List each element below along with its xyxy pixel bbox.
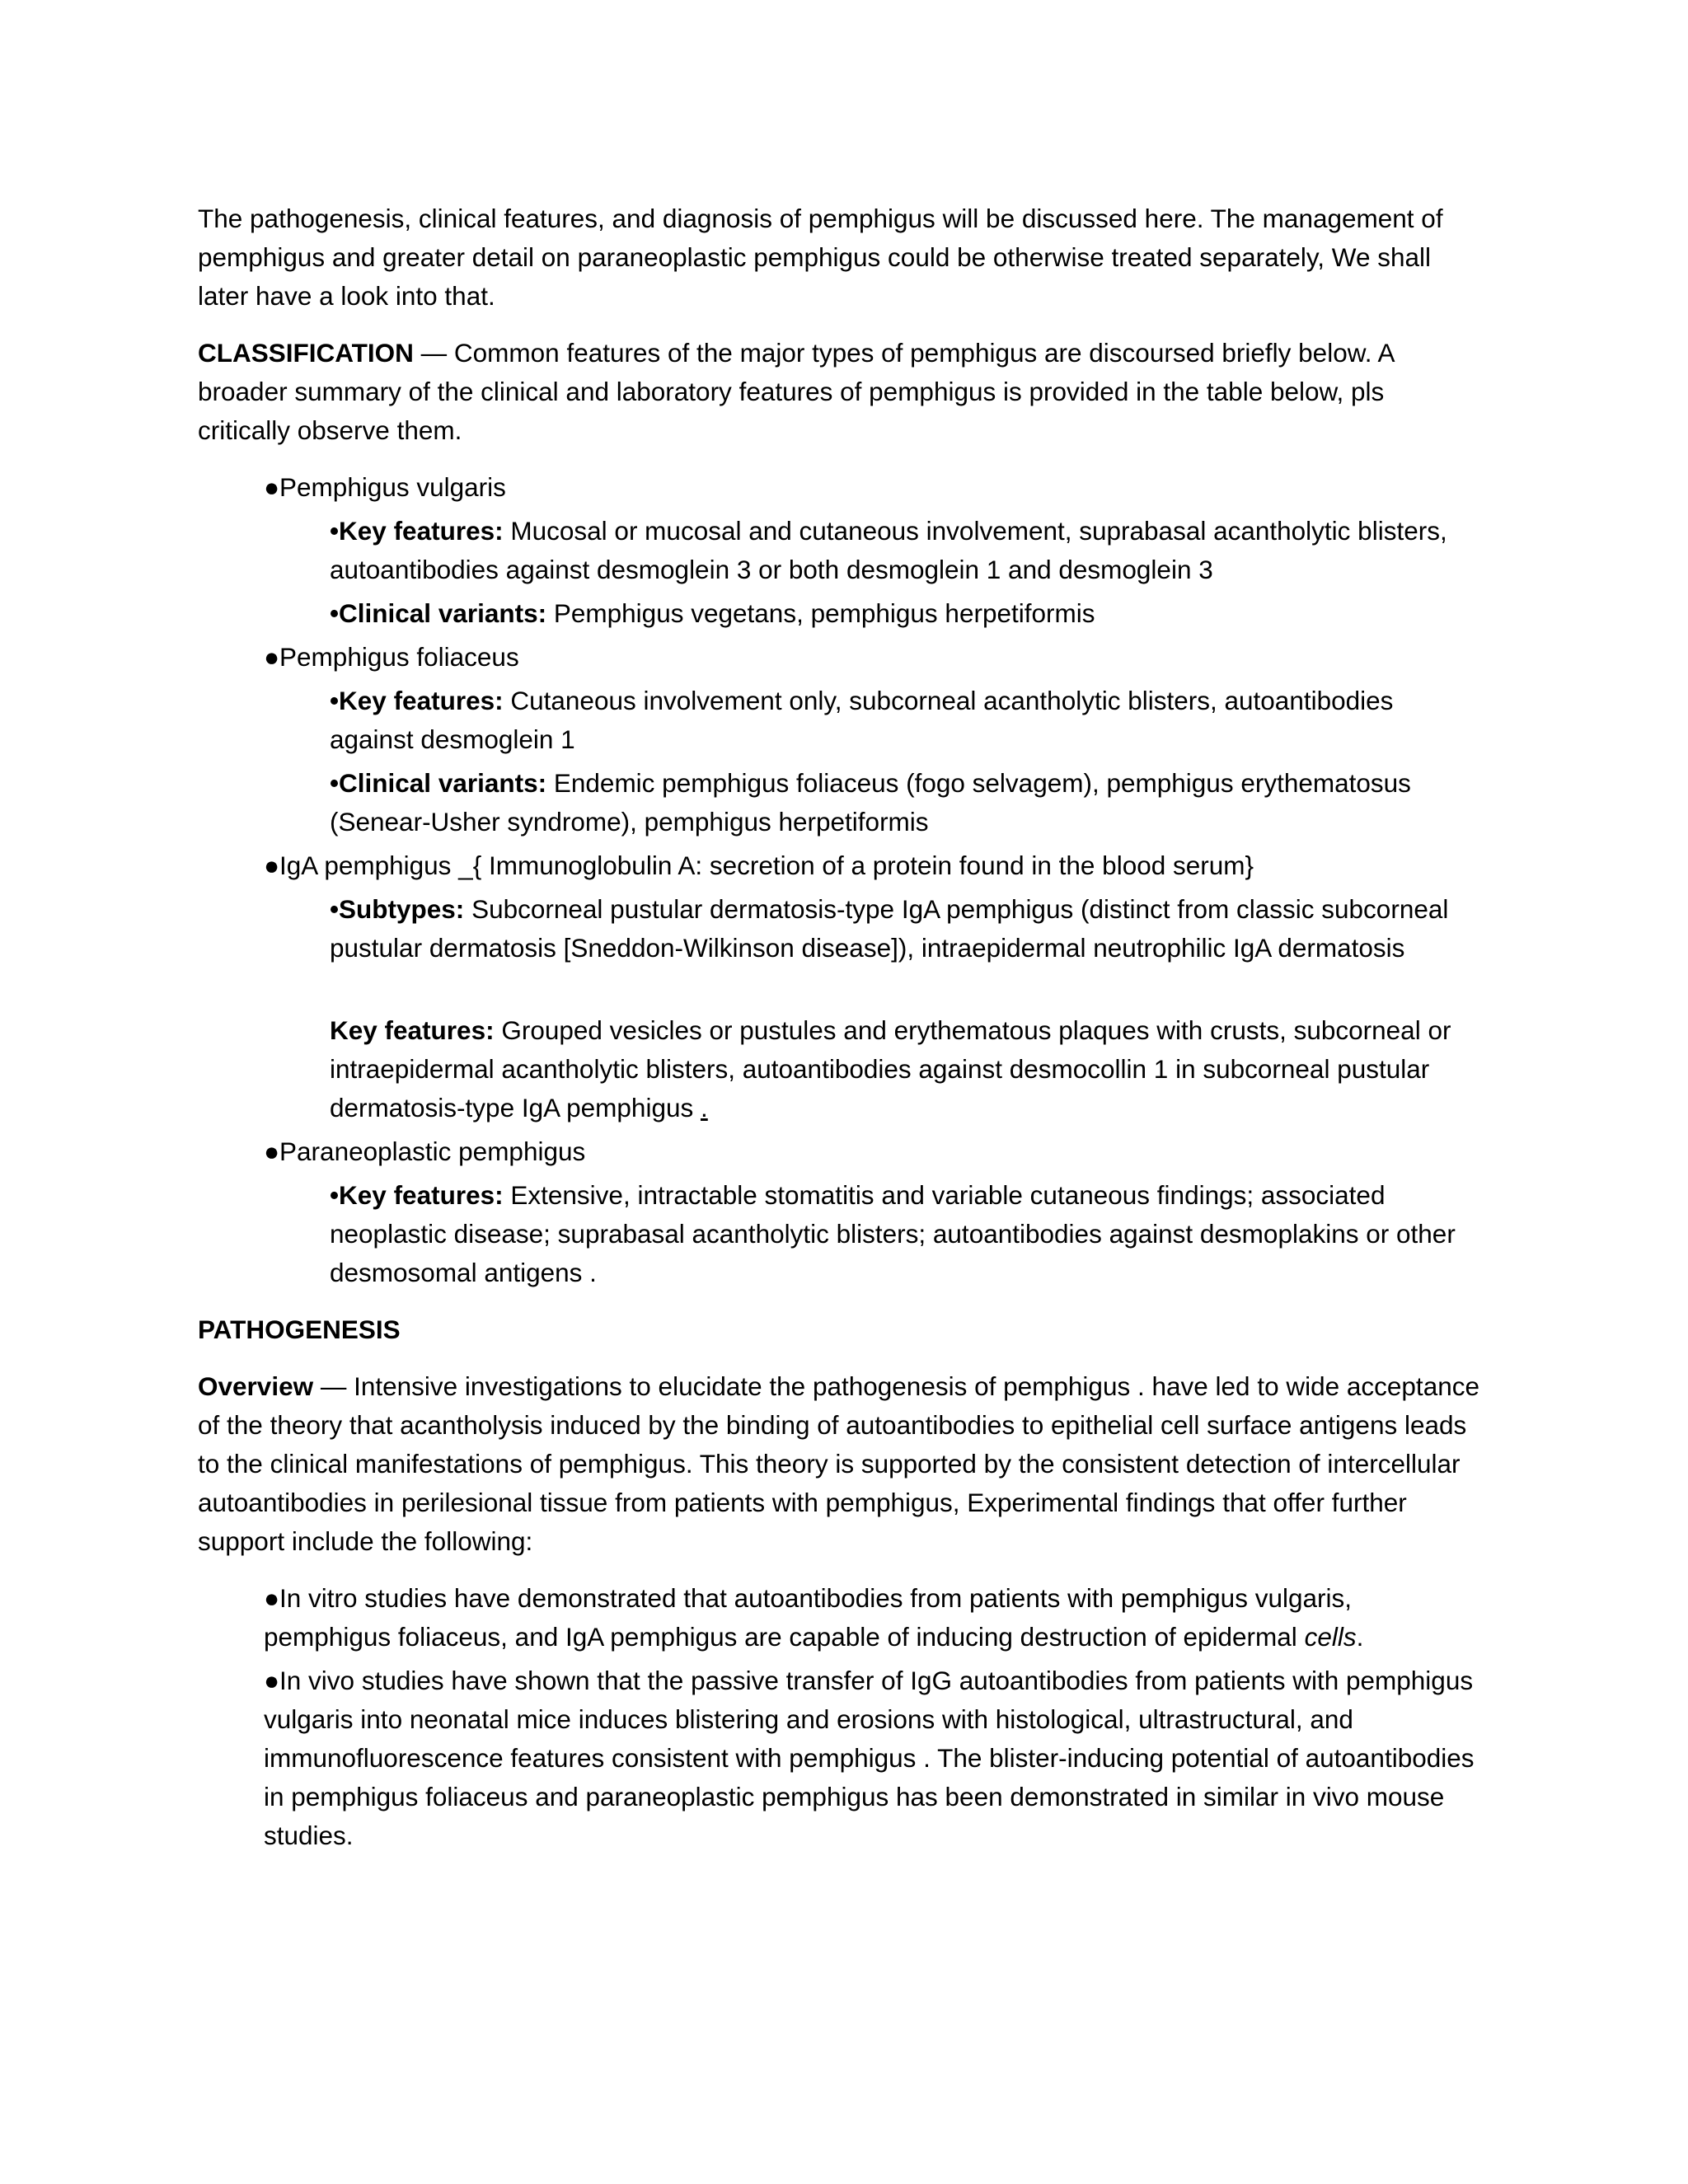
type-title-paraneoplastic: ●Paraneoplastic pemphigus: [264, 1137, 586, 1166]
document-page: [198, 199, 1484, 1860]
iga-subtypes: [330, 890, 1484, 968]
type-title-vulgaris: ●Pemphigus vulgaris: [264, 472, 506, 502]
foliaceus-key-label: •Key features:: [330, 686, 504, 715]
in-vitro-italic: cells: [1304, 1622, 1357, 1652]
overview-paragraph: [198, 1367, 1484, 1561]
iga-key-features: [330, 1011, 1484, 1127]
iga-key-text: Grouped vesicles or pustules and erythematous plaques with crusts, subcorneal or intraepidermal acantholytic blisters, autoantibodies against desmocollin 1 in subcorneal pustular dermatosis-type IgA pemphigus: [330, 1015, 1451, 1122]
vulgaris-key-label: •Key features:: [330, 516, 504, 546]
iga-subtypes-label: •Subtypes:: [330, 894, 465, 924]
type-title-iga: ●IgA pemphigus _{ Immunoglobulin A: secretion of a protein found in the blood serum}: [264, 851, 1254, 880]
vulgaris-variants-text: Pemphigus vegetans, pemphigus herpetiformis: [546, 598, 1095, 628]
classification-paragraph: [198, 334, 1484, 450]
foliaceus-clinical-variants: [330, 764, 1484, 841]
iga-key-end: .: [700, 1093, 708, 1122]
blank-line: [198, 972, 1484, 1011]
classification-heading: CLASSIFICATION: [198, 338, 414, 368]
classification-text: — Common features of the major types of pemphigus are discoursed briefly below. A broader summary of the clinical and laboratory features of pemphigus is provided in the table below, pls critically observe them.: [198, 338, 1394, 445]
foliaceus-key-text: Cutaneous involvement only, subcorneal acantholytic blisters, autoantibodies against desmoglein 1: [330, 686, 1394, 754]
overview-label: Overview: [198, 1371, 314, 1401]
paraneoplastic-key-label: •Key features:: [330, 1180, 504, 1210]
vulgaris-key-text: Mucosal or mucosal and cutaneous involvement, suprabasal acantholytic blisters, autoantibodies against desmoglein 3 or both desmoglein 1 and desmoglein 3: [330, 516, 1447, 584]
in-vivo-bullet: ●In vivo studies have shown that the passive transfer of IgG autoantibodies from patients with pemphigus vulgaris into neonatal mice induces blistering and erosions with histological, ultrastructural, and immunofluorescence features consistent with pemphigus . The blister-inducing potential of autoantibodies in pemphigus foliaceus and paraneoplastic pemphigus has been demonstrated in similar in vivo mouse studies.: [264, 1666, 1475, 1850]
paraneoplastic-key-text: Extensive, intractable stomatitis and variable cutaneous findings; associated neoplastic disease; suprabasal acantholytic blisters; autoantibodies against desmoplakins or other desmosomal antigens .: [330, 1180, 1456, 1287]
overview-text: — Intensive investigations to elucidate the pathogenesis of pemphigus . have led to wide acceptance of the theory that acantholysis induced by the binding of autoantibodies to epithelial cell surface antigens leads to the clinical manifestations of pemphigus. This theory is supported by the consistent detection of intercellular autoantibodies in perilesional tissue from patients with pemphigus, Experimental findings that offer further support include the following:: [198, 1371, 1479, 1556]
iga-subtypes-text: Subcorneal pustular dermatosis-type IgA pemphigus (distinct from classic subcorneal pustular dermatosis [Sneddon-Wilkinson disease]), intraepidermal neutrophilic IgA dermatosis: [330, 894, 1449, 963]
paraneoplastic-key-features: [330, 1176, 1484, 1292]
iga-key-label: Key features:: [330, 1015, 495, 1045]
in-vitro-end: .: [1356, 1622, 1364, 1652]
in-vitro-bullet: [264, 1579, 1484, 1657]
vulgaris-key-features: [330, 512, 1484, 589]
intro-paragraph: The pathogenesis, clinical features, and diagnosis of pemphigus will be discussed here. The management of pemphigus and greater detail on paraneoplastic pemphigus could be otherwise treated separately, We shall later have a look into that.: [198, 204, 1443, 311]
foliaceus-variants-label: •Clinical variants:: [330, 768, 547, 798]
type-title-foliaceus: ●Pemphigus foliaceus: [264, 642, 519, 672]
in-vitro-text: ●In vitro studies have demonstrated that autoantibodies from patients with pemphigus vulgaris, pemphigus foliaceus, and IgA pemphigus are capable of inducing destruction of epidermal: [264, 1583, 1353, 1652]
vulgaris-clinical-variants: [330, 594, 1484, 633]
foliaceus-variants-text: Endemic pemphigus foliaceus (fogo selvagem), pemphigus erythematosus (Senear-Usher syndrome), pemphigus herpetiformis: [330, 768, 1411, 837]
pathogenesis-heading: PATHOGENESIS: [198, 1315, 401, 1344]
foliaceus-key-features: [330, 682, 1484, 759]
vulgaris-variants-label: •Clinical variants:: [330, 598, 547, 628]
